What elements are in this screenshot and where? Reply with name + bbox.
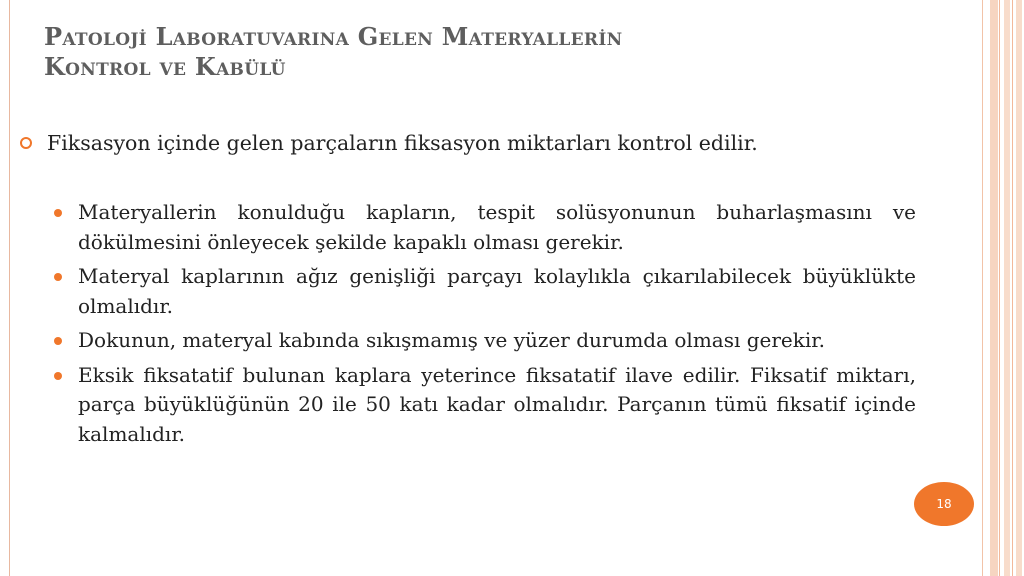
filled-circle-bullet-icon [54, 337, 62, 345]
list-item [52, 198, 916, 257]
slide-title-line-2: Kontrol ve Kabülü [44, 52, 286, 81]
slide-left-border [9, 0, 10, 576]
filled-circle-bullet-icon [54, 372, 62, 380]
level1-bullet-text: Fiksasyon içinde gelen parçaların fiksasyon miktarları kontrol edilir. [47, 131, 758, 155]
list-item [52, 326, 916, 356]
decorative-stripes [982, 0, 1024, 576]
hollow-circle-bullet-icon [20, 137, 32, 149]
list-item-text: Materyal kaplarının ağız genişliği parçayı kolaylıkla çıkarılabilecek büyüklükte olmalıdır. [78, 264, 916, 318]
page-number-badge [914, 482, 974, 526]
list-item [52, 361, 916, 450]
bullet-list [52, 198, 916, 454]
filled-circle-bullet-icon [54, 209, 62, 217]
list-item-text: Materyallerin konulduğu kapların, tespit solüsyonunun buharlaşmasını ve dökülmesini önleyecek şekilde kapaklı olması gerekir. [78, 200, 916, 254]
slide-title [44, 22, 944, 82]
list-item-text: Eksik fiksatatif bulunan kaplara yeterince fiksatatif ilave edilir. Fiksatif miktarı, parça büyüklüğünün 20 ile 50 katı kadar olmalıdır. Parçanın tümü fiksatif içinde kalmalıdır. [78, 362, 916, 446]
page-number: 18 [936, 497, 952, 511]
list-item [52, 262, 916, 321]
list-item-text: Dokunun, materyal kabında sıkışmamış ve yüzer durumda olması gerekir. [78, 328, 826, 352]
filled-circle-bullet-icon [54, 273, 62, 281]
slide-title-line-1: Patoloji̇ Laboratuvarina Gelen Materyalleri̇n [44, 22, 623, 51]
